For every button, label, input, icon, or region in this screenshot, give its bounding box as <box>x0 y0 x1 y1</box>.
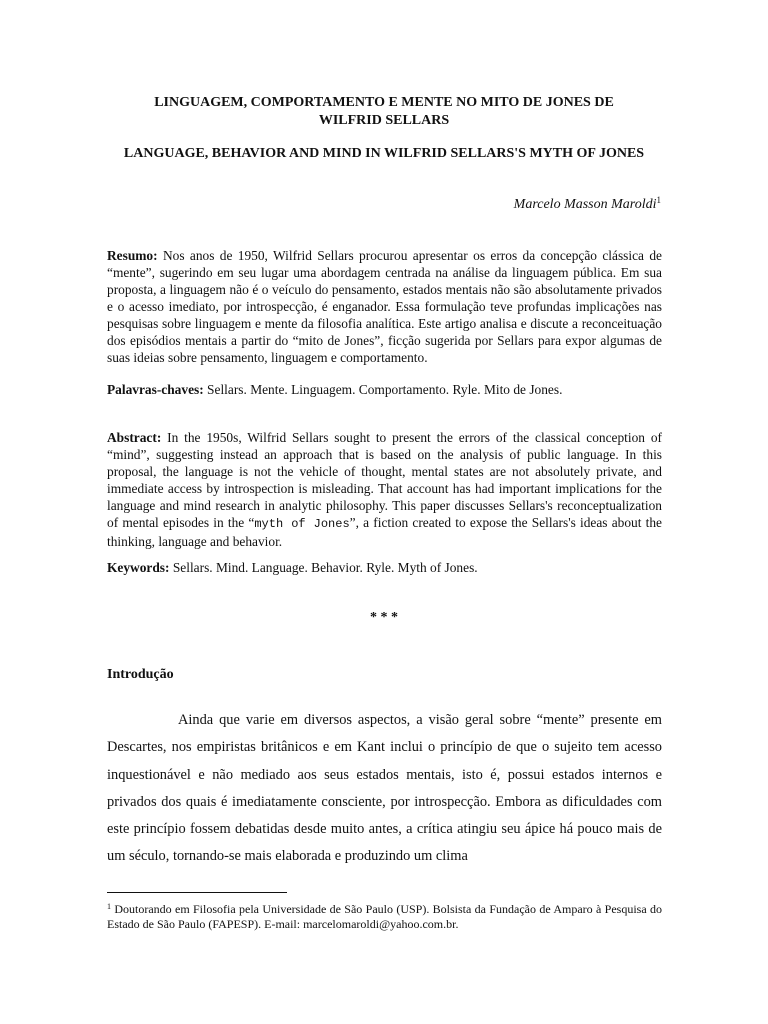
keywords-paragraph <box>107 559 662 576</box>
introduction-paragraph <box>107 707 662 871</box>
abstract-paragraph <box>107 429 662 550</box>
abstract-myth-of-jones: myth of Jones <box>254 517 350 531</box>
introduction-text: Ainda que varie em diversos aspectos, a visão geral sobre “mente” presente em Descartes, nos empiristas britânicos e em Kant inclui o princípio de que o sujeito tem acesso inquestionável e não mediado aos seus estados mentais, isto é, possui estados internos e privados dos quais é imediatamente consciente, por introspecção. Embora as dificuldades com este princípio fossem debatidas desde muito antes, a crítica atingiu seu ápice há pouco mais de um século, tornando-se mais elaborada e produzindo um clima <box>107 712 662 865</box>
footnote <box>107 902 662 932</box>
resumo-text: Nos anos de 1950, Wilfrid Sellars procurou apresentar os erros da concepção clássica de “mente”, sugerindo em seu lugar uma abordagem centrada na análise da linguagem pública. Em sua proposta, a linguagem não é o veículo do pensamento, estados mentais não são absolutamente privados e o acesso imediato, por introspecção, é enganador. Essa formulação teve profundas implicações nas pesquisas sobre linguagem e mente da filosofia analítica. Este artigo analisa e discute a reconceituação dos episódios mentais a partir do “mito de Jones”, ficção sugerida por Sellars para expor algumas de suas ideias sobre pensamento, linguagem e comportamento. <box>107 248 662 365</box>
section-heading-introducao: Introdução <box>107 667 174 682</box>
palavras-chaves-text: Sellars. Mente. Linguagem. Comportamento. Ryle. Mito de Jones. <box>203 382 563 397</box>
footnote-text: Doutorando em Filosofia pela Universidade de São Paulo (USP). Bolsista da Fundação de Amparo à Pesquisa do Estado de São Paulo (FAPESP). E-mail: marcelomaroldi@yahoo.com.br. <box>107 902 662 931</box>
abstract-text-before: In the 1950s, Wilfrid Sellars sought to present the errors of the classical conception of “mind”, suggesting instead an approach that is based on the analysis of public language. In this proposal, the language is not the vehicle of thought, mental states are not absolutely private, and immediate access by introspection is misleading. That account has had important implications for the language and mind research in analytic philosophy. This paper discusses Sellars's reconceptualization of mental episodes in the “ <box>107 430 662 530</box>
resumo-label: Resumo: <box>107 248 158 263</box>
author-footnote-mark[interactable]: 1 <box>656 195 661 205</box>
author-name-text: Marcelo Masson Maroldi <box>513 197 657 212</box>
section-separator: * * * <box>370 610 398 625</box>
author-name <box>514 196 661 214</box>
abstract-label: Abstract: <box>107 430 162 445</box>
palavras-chaves-label: Palavras-chaves: <box>107 382 204 397</box>
title-english: LANGUAGE, BEHAVIOR AND MIND IN WILFRID SELLARS'S MYTH OF JONES <box>123 146 645 161</box>
footnote-divider <box>107 892 287 893</box>
footnote-mark: 1 <box>107 902 111 911</box>
resumo-paragraph <box>107 247 662 366</box>
abstract-text-after: ”, a fiction created to expose the Sellars's ideas about the thinking, language and behavior. <box>107 515 662 549</box>
keywords-text: Sellars. Mind. Language. Behavior. Ryle. Myth of Jones. <box>169 560 478 575</box>
title-portuguese <box>107 94 661 130</box>
keywords-label: Keywords: <box>107 560 170 575</box>
palavras-chaves-paragraph <box>107 381 662 398</box>
title-portuguese-line-1: LINGUAGEM, COMPORTAMENTO E MENTE NO MITO DE JONES DE <box>154 95 614 110</box>
title-portuguese-line-2: WILFRID SELLARS <box>318 113 450 128</box>
